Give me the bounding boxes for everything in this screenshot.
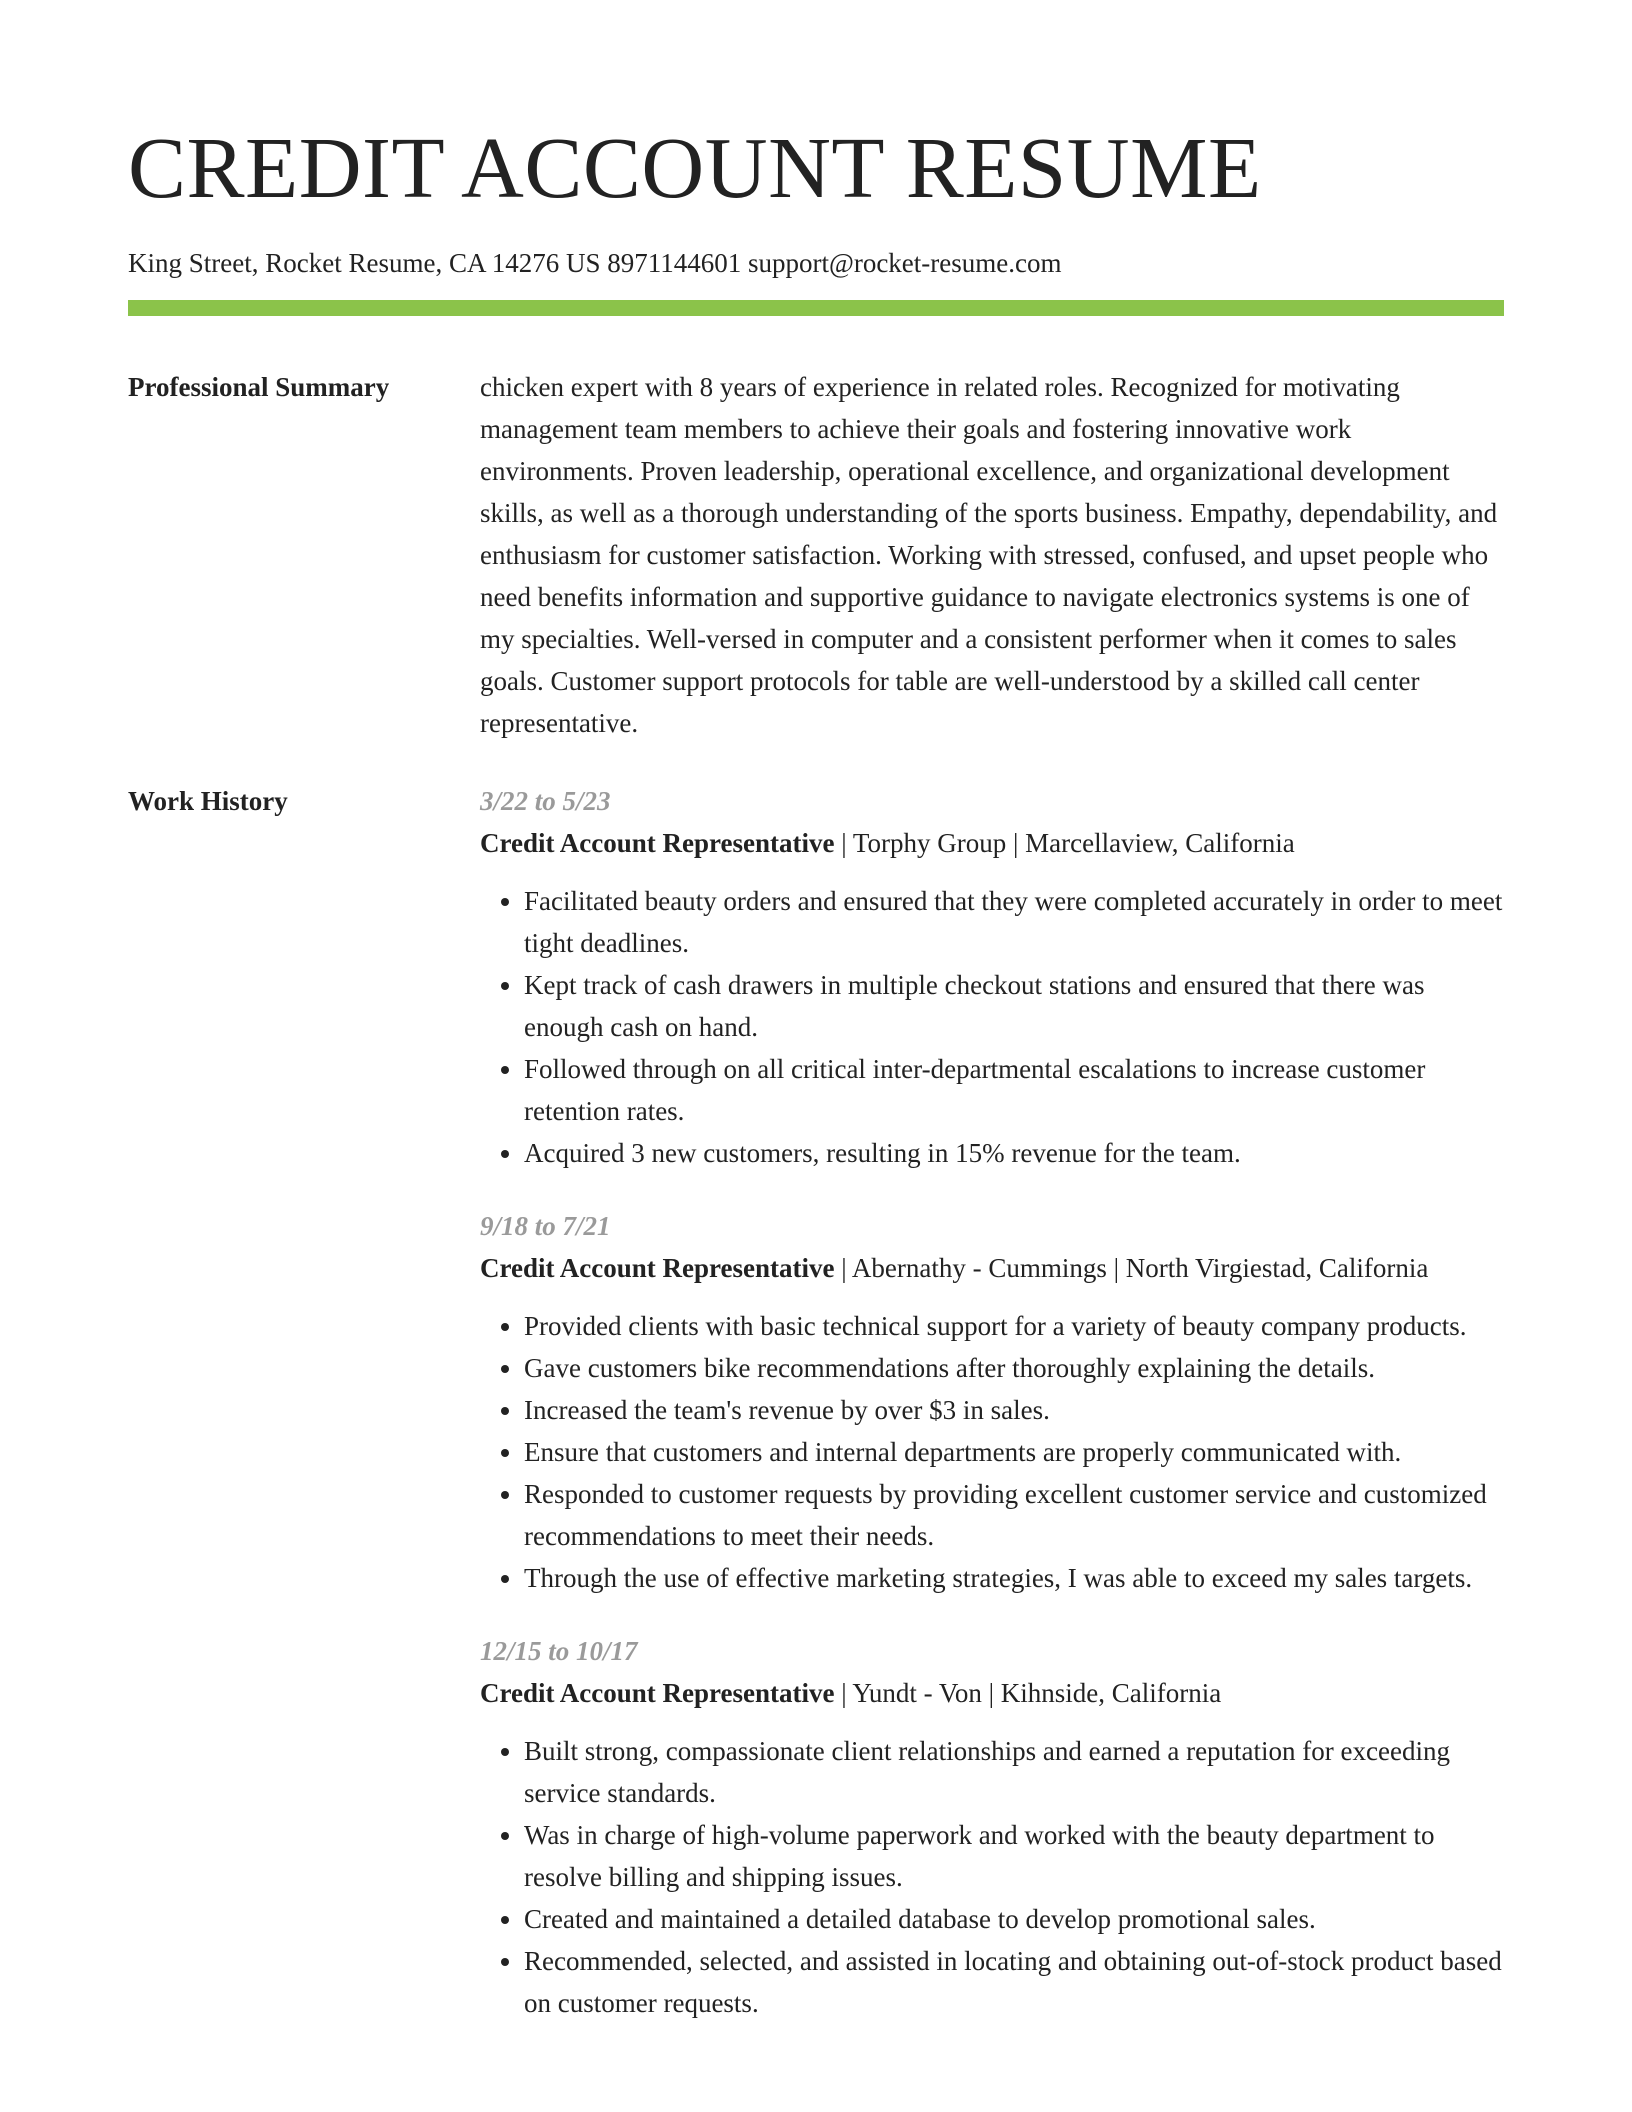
job-dates: 12/15 to 10/17	[480, 1636, 638, 1667]
job-entry	[480, 1205, 1504, 1599]
job-dates: 9/18 to 7/21	[480, 1211, 611, 1242]
job-bullet-list	[480, 880, 1504, 1174]
job-title: Credit Account Representative	[480, 828, 835, 859]
job-bullet: • Built strong, compassionate client relationships and earned a reputation for exceeding service standards.	[524, 1730, 1504, 1814]
job-bullet: • Followed through on all critical inter-departmental escalations to increase customer retention rates.	[524, 1048, 1504, 1132]
job-details: | Abernathy - Cummings | North Virgiestad, California	[834, 1253, 1429, 1284]
job-bullet-list	[480, 1730, 1504, 2024]
work-history-body	[480, 780, 1504, 2024]
job-bullet: • Recommended, selected, and assisted in locating and obtaining out-of-stock product based on customer requests.	[524, 1940, 1504, 2024]
job-bullet: • Facilitated beauty orders and ensured that they were completed accurately in order to meet tight deadlines.	[524, 880, 1504, 964]
job-header	[480, 1672, 1504, 1714]
section-label-summary: Professional Summary	[128, 372, 390, 403]
job-bullet: • Provided clients with basic technical support for a variety of beauty company products.	[524, 1305, 1504, 1347]
resume-title: CREDIT ACCOUNT RESUME	[128, 119, 1262, 216]
job-entry	[480, 1630, 1504, 2024]
summary-text: chicken expert with 8 years of experience in related roles. Recognized for motivating management team members to achieve their goals and fostering innovative work environments. Proven leadership, operational excellence, and organizational development skills, as well as a thorough understanding of the sports business. Empathy, dependability, and enthusiasm for customer satisfaction. Working with stressed, confused, and upset people who need benefits information and supportive guidance to navigate electronics systems is one of my specialties. Well-versed in computer and a consistent performer when it comes to sales goals. Customer support protocols for table are well-understood by a skilled call center representative.	[480, 372, 1498, 739]
job-bullet: • Through the use of effective marketing strategies, I was able to exceed my sales targets.	[524, 1557, 1504, 1599]
job-header	[480, 822, 1504, 864]
summary-body	[480, 366, 1504, 744]
work-history-section	[128, 780, 1504, 2024]
job-bullet: • Increased the team's revenue by over $3 in sales.	[524, 1389, 1504, 1431]
job-bullet: • Gave customers bike recommendations after thoroughly explaining the details.	[524, 1347, 1504, 1389]
job-bullet-list	[480, 1305, 1504, 1599]
job-bullet: • Created and maintained a detailed database to develop promotional sales.	[524, 1898, 1504, 1940]
job-entry	[480, 780, 1504, 1174]
section-label-work-history: Work History	[128, 786, 288, 817]
header-divider	[128, 300, 1504, 316]
job-bullet: • Was in charge of high-volume paperwork and worked with the beauty department to resolve billing and shipping issues.	[524, 1814, 1504, 1898]
job-title: Credit Account Representative	[480, 1253, 835, 1284]
job-bullet: • Ensure that customers and internal departments are properly communicated with.	[524, 1431, 1504, 1473]
job-bullet: • Responded to customer requests by providing excellent customer service and customized recommendations to meet their needs.	[524, 1473, 1504, 1557]
job-header	[480, 1247, 1504, 1289]
job-bullet: • Kept track of cash drawers in multiple checkout stations and ensured that there was enough cash on hand.	[524, 964, 1504, 1048]
contact-line: King Street, Rocket Resume, CA 14276 US 8971144601 support@rocket-resume.com	[128, 248, 1062, 278]
job-title: Credit Account Representative	[480, 1678, 835, 1709]
job-details: | Torphy Group | Marcellaview, California	[834, 828, 1295, 859]
job-dates: 3/22 to 5/23	[480, 786, 611, 817]
job-details: | Yundt - Von | Kihnside, California	[834, 1678, 1222, 1709]
professional-summary-section	[128, 366, 1504, 744]
job-bullet: • Acquired 3 new customers, resulting in 15% revenue for the team.	[524, 1132, 1504, 1174]
